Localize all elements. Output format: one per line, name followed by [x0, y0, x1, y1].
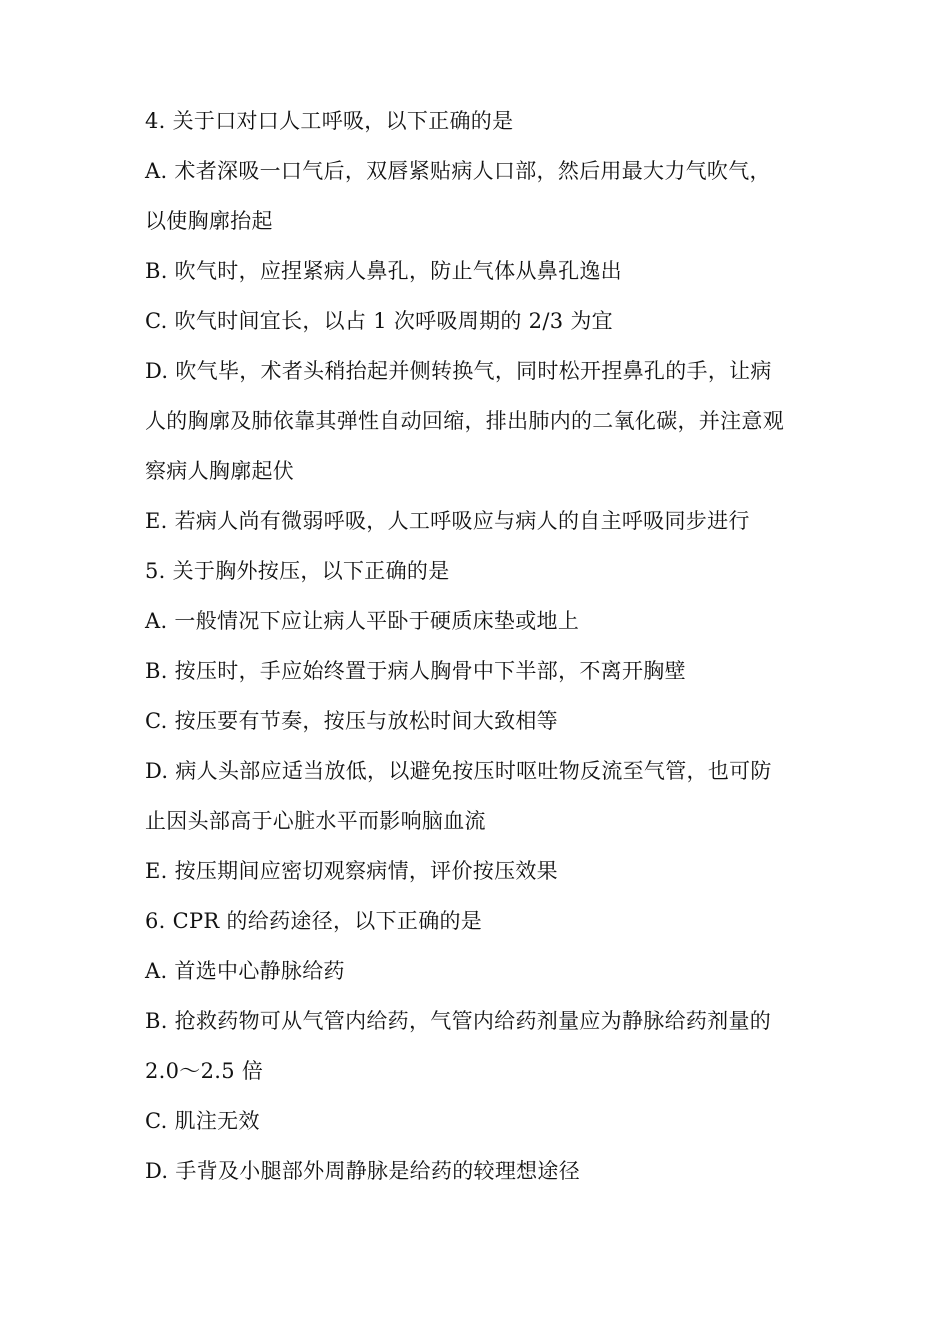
- question-5-option-d: D. 病人头部应适当放低，以避免按压时呕吐物反流至气管，也可防: [145, 759, 772, 783]
- question-4-option-e: E. 若病人尚有微弱呼吸，人工呼吸应与病人的自主呼吸同步进行: [145, 509, 750, 533]
- question-6-option-c: C. 肌注无效: [145, 1109, 260, 1133]
- question-6-option-b-cont: 2.0～2.5 倍: [145, 1059, 264, 1083]
- question-4-option-d: D. 吹气毕，术者头稍抬起并侧转换气，同时松开捏鼻孔的手，让病: [145, 359, 772, 383]
- question-5-option-b: B. 按压时，手应始终置于病人胸骨中下半部，不离开胸壁: [145, 659, 686, 683]
- question-5-option-e: E. 按压期间应密切观察病情，评价按压效果: [145, 859, 558, 883]
- question-5-option-c: C. 按压要有节奏，按压与放松时间大致相等: [145, 709, 558, 733]
- question-4-option-d-cont: 人的胸廓及肺依靠其弹性自动回缩，排出肺内的二氧化碳，并注意观: [145, 409, 784, 433]
- question-6-option-d: D. 手背及小腿部外周静脉是给药的较理想途径: [145, 1159, 581, 1183]
- document-body: [145, 96, 815, 1196]
- question-5-stem: 5. 关于胸外按压，以下正确的是: [145, 559, 450, 583]
- question-4-option-a-cont: 以使胸廓抬起: [145, 209, 273, 233]
- question-6-option-b: B. 抢救药物可从气管内给药，气管内给药剂量应为静脉给药剂量的: [145, 1009, 772, 1033]
- question-4-option-d-cont-2: 察病人胸廓起伏: [145, 459, 295, 483]
- question-5-option-d-cont: 止因头部高于心脏水平而影响脑血流: [145, 809, 486, 833]
- question-6-stem: 6. CPR 的给药途径，以下正确的是: [145, 909, 483, 933]
- question-6-option-a: A. 首选中心静脉给药: [145, 959, 345, 983]
- question-4-option-c: C. 吹气时间宜长，以占 1 次呼吸周期的 2/3 为宜: [145, 309, 613, 333]
- question-5-option-a: A. 一般情况下应让病人平卧于硬质床垫或地上: [145, 609, 580, 633]
- question-4-stem: 4. 关于口对口人工呼吸，以下正确的是: [145, 109, 514, 133]
- question-4-option-b: B. 吹气时，应捏紧病人鼻孔，防止气体从鼻孔逸出: [145, 259, 622, 283]
- question-4-option-a: A. 术者深吸一口气后，双唇紧贴病人口部，然后用最大力气吹气，: [145, 159, 771, 183]
